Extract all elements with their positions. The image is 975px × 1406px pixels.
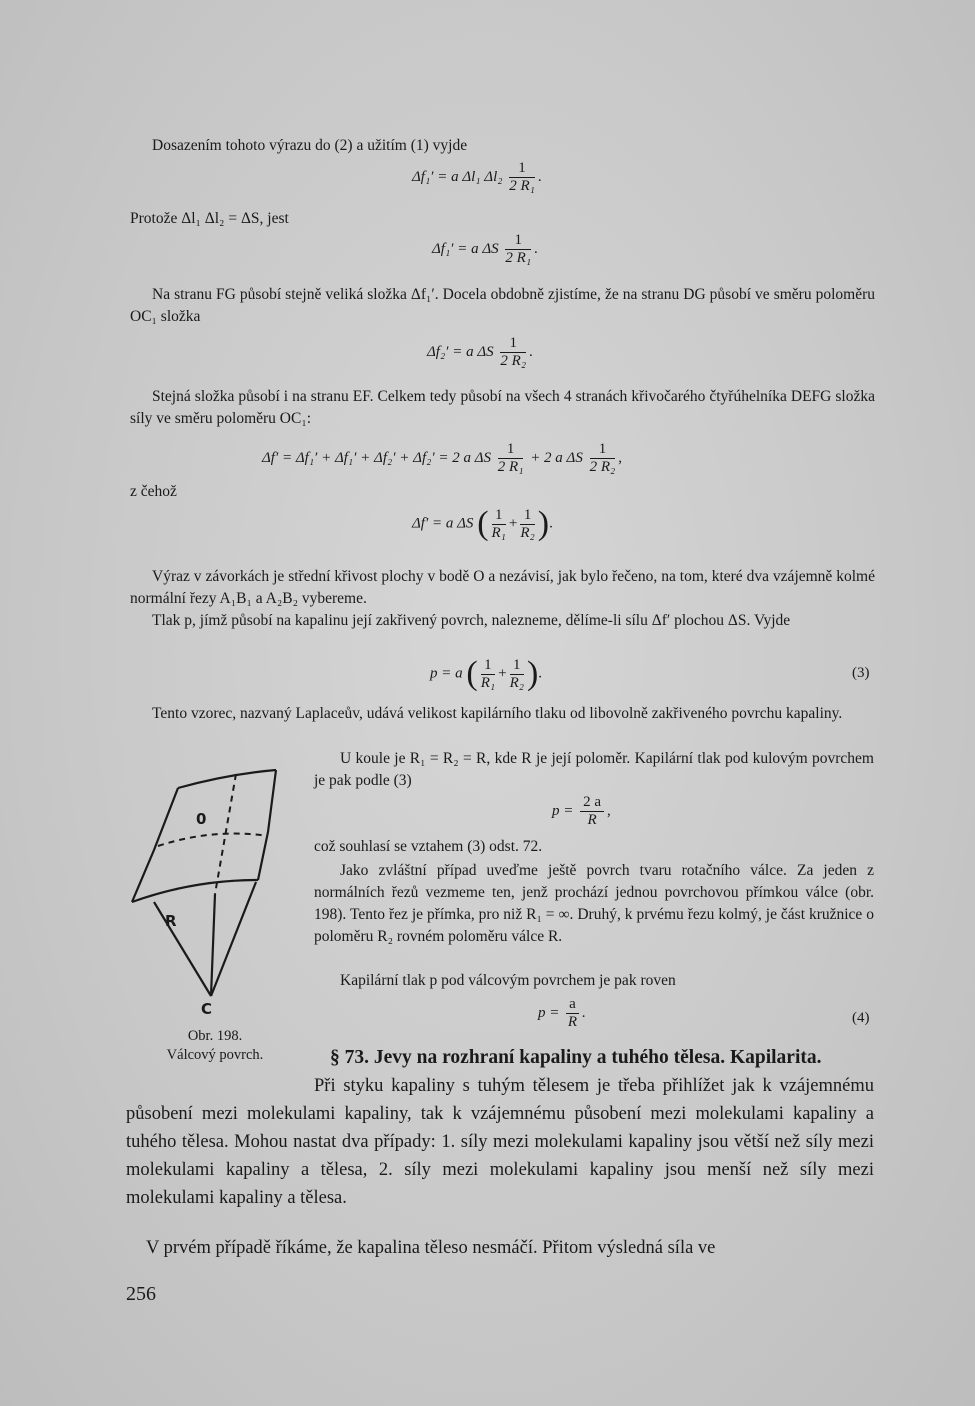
eq5-num2: 1: [520, 507, 534, 525]
eq2-fraction: [505, 232, 531, 267]
eq4-fraction-1: [498, 441, 524, 476]
z-cehoz: z čehož: [130, 483, 177, 500]
paragraph-styk: Při styku kapaliny s tuhým tělesem je třeba přihlížet jak k vzájemnému působení mezi molekulami kapaliny, tak k vzájemnému působení mezi molekulami kapaliny a tuhého tělesa. Mohou nastat dva případy: 1. síly mezi molekulami kapaliny jsou větší než síly mezi molekulami kapaliny a tělesa, 2. síly mezi molekulami kapaliny jsou menší než síly mezi molekulami kapaliny a tělesa.: [126, 1076, 874, 1208]
fig-label-r: R: [165, 912, 177, 930]
eq1-num: 1: [509, 160, 535, 178]
eq2-den: 2 R₁: [505, 250, 532, 266]
eq6-den1: R₁: [480, 674, 496, 691]
protoze-line: Protože Δl₁ Δl₂ = ΔS, jest: [130, 210, 289, 227]
eq1-fraction: [509, 160, 535, 195]
eq3-num: 1: [500, 335, 526, 353]
paragraph-ef: Stejná složka působí i na stranu EF. Celkem tedy působí na všech 4 stranách křivočarého čtyřúhelníka DEFG složka síly ve směru poloměru OC₁:: [130, 388, 875, 427]
paragraph-fg: Na stranu FG působí stejně veliká složka Δf₁′. Docela obdobně zjistíme, že na stranu DG působí ve směru poloměru OC₁ složka: [130, 286, 875, 325]
equation-5: [412, 505, 553, 543]
eq3-end: .: [529, 343, 533, 360]
eq6-num2: 1: [510, 657, 524, 675]
paragraph-tlak: Tlak p, jímž působí na kapalinu její zakřivený povrch, nalezneme, dělíme-li sílu Δf′ plochou ΔS. Vyjde: [152, 612, 791, 629]
eq6-den2: R₂: [509, 674, 524, 691]
eq6-fraction-1: [481, 657, 495, 692]
equation-8: [538, 996, 586, 1031]
eq5-fraction-1: [492, 507, 506, 542]
equation-6: [430, 655, 542, 693]
eq1-lhs: Δf₁′ = a Δl₁ Δl₂: [412, 168, 503, 185]
equation-6-number: (3): [852, 665, 870, 681]
eq5-den1: R₁: [491, 524, 506, 541]
eq5-den2: R₂: [520, 524, 535, 541]
eq3-den: 2 R₂: [500, 353, 527, 369]
figure-198-cylinder: [118, 760, 298, 1020]
eq4-mid: + 2 a ΔS: [530, 449, 583, 466]
eq4-lhs: Δf′ = Δf₁′ + Δf₁′ + Δf₂′ + Δf₂′ = 2 a ΔS: [262, 449, 492, 466]
paragraph-prvni: V prvém případě říkáme, že kapalina těleso nesmáčí. Přitom výsledná síla ve: [146, 1238, 716, 1258]
fig-top-edge: [178, 770, 276, 788]
eq1-end: .: [537, 168, 542, 185]
equation-4: [262, 441, 622, 476]
paragraph-laplace: Tento vzorec, nazvaný Laplaceův, udává velikost kapilárního tlaku od libovolně zakřiveného povrchu kapaliny.: [152, 705, 843, 722]
eq2-num: 1: [505, 232, 531, 250]
eq4-num1: 1: [498, 441, 524, 459]
intro-line: Dosazením tohoto výrazu do (2) a užitím (1) vyjde: [152, 137, 468, 154]
fig-right-edge: [258, 770, 276, 880]
eq6-close-paren: ): [526, 655, 539, 692]
paragraph-souhlasi: což souhlasí se vztahem (3) odst. 72.: [314, 838, 543, 855]
eq6-lhs: p = a: [430, 665, 463, 682]
eq1-den: 2 R₁: [509, 178, 535, 194]
eq8-den: R: [567, 1014, 578, 1030]
eq8-fraction: [566, 996, 579, 1031]
eq4-end: ,: [618, 449, 623, 466]
fig-label-c: C: [201, 1000, 213, 1018]
equation-1: [412, 160, 542, 195]
eq3-fraction: [500, 335, 526, 370]
eq4-den2: 2 R₂: [589, 459, 616, 475]
eq7-fraction: [580, 794, 604, 829]
eq2-lhs: Δf₁′ = a ΔS: [432, 240, 499, 257]
paragraph-valec: Jako zvláštní případ uveďme ještě povrch tvaru rotačního válce. Za jeden z normálních řezů vezmeme ten, jenž prochází jednou povrchovou přímkou válce (obr. 198). Tento řez je přímka, pro niž R₁ = ∞. Druhý, k prvému řezu kolmý, je část kružnice o poloměru R₂ rovném poloměru válce R.: [314, 862, 874, 945]
eq2-end: .: [534, 240, 538, 257]
eq5-fraction-2: [520, 507, 534, 542]
paragraph-koule: U koule je R₁ = R₂ = R, kde R je její poloměr. Kapilární tlak pod kulovým povrchem je pak podle (3): [314, 750, 874, 789]
eq6-num1: 1: [481, 657, 495, 675]
eq5-num1: 1: [492, 507, 506, 525]
eq7-lhs: p =: [552, 802, 574, 819]
eq5-plus: +: [508, 515, 518, 532]
equation-3: [427, 335, 533, 370]
eq6-open-paren: (: [466, 655, 478, 692]
figure-caption-number: Obr. 198.: [187, 1028, 243, 1044]
page-number: 256: [126, 1283, 156, 1305]
eq5-open-paren: (: [477, 505, 489, 542]
eq6-fraction-2: [510, 657, 524, 692]
eq8-lhs: p =: [538, 1004, 560, 1021]
fig-radius-left: [154, 902, 211, 996]
eq6-end: .: [538, 665, 543, 682]
equation-7: [552, 794, 611, 829]
eq5-close-paren: ): [537, 505, 550, 542]
figure-caption: [130, 1027, 300, 1065]
eq5-end: .: [549, 515, 553, 532]
paragraph-kapilarni: Kapilární tlak p pod válcovým povrchem je pak roven: [340, 972, 676, 989]
fig-radius-center: [211, 894, 215, 996]
figure-caption-title: Válcový povrch.: [166, 1047, 264, 1063]
fig-label-o: 0: [196, 810, 207, 828]
fig-left-edge: [132, 788, 178, 902]
equation-8-number: (4): [852, 1010, 870, 1026]
eq7-den: R: [587, 812, 597, 828]
eq6-plus: +: [498, 665, 507, 682]
paragraph-vyraz: Výraz v závorkách je střední křivost plochy v bodě O a nezávisí, jak bylo řečeno, na tom, které dva vzájemně kolmé normální řezy A₁B₁ a A₂B₂ vybereme.: [130, 568, 875, 607]
eq7-end: ,: [607, 802, 611, 819]
section-heading: § 73. Jevy na rozhraní kapaliny a tuhého tělesa. Kapilarita.: [330, 1047, 822, 1068]
fig-radius-right: [211, 882, 256, 996]
eq5-lhs: Δf′ = a ΔS: [412, 515, 474, 532]
fig-bottom-edge: [132, 880, 258, 902]
eq3-lhs: Δf₂′ = a ΔS: [427, 343, 494, 360]
eq4-fraction-2: [590, 441, 616, 476]
eq7-num: 2 a: [580, 794, 604, 812]
equation-2: [432, 232, 538, 267]
fig-dashed-arc: [158, 834, 268, 846]
eq4-num2: 1: [590, 441, 616, 459]
eq8-num: a: [566, 996, 579, 1014]
eq8-end: .: [581, 1004, 586, 1021]
eq4-den1: 2 R₁: [497, 459, 524, 475]
